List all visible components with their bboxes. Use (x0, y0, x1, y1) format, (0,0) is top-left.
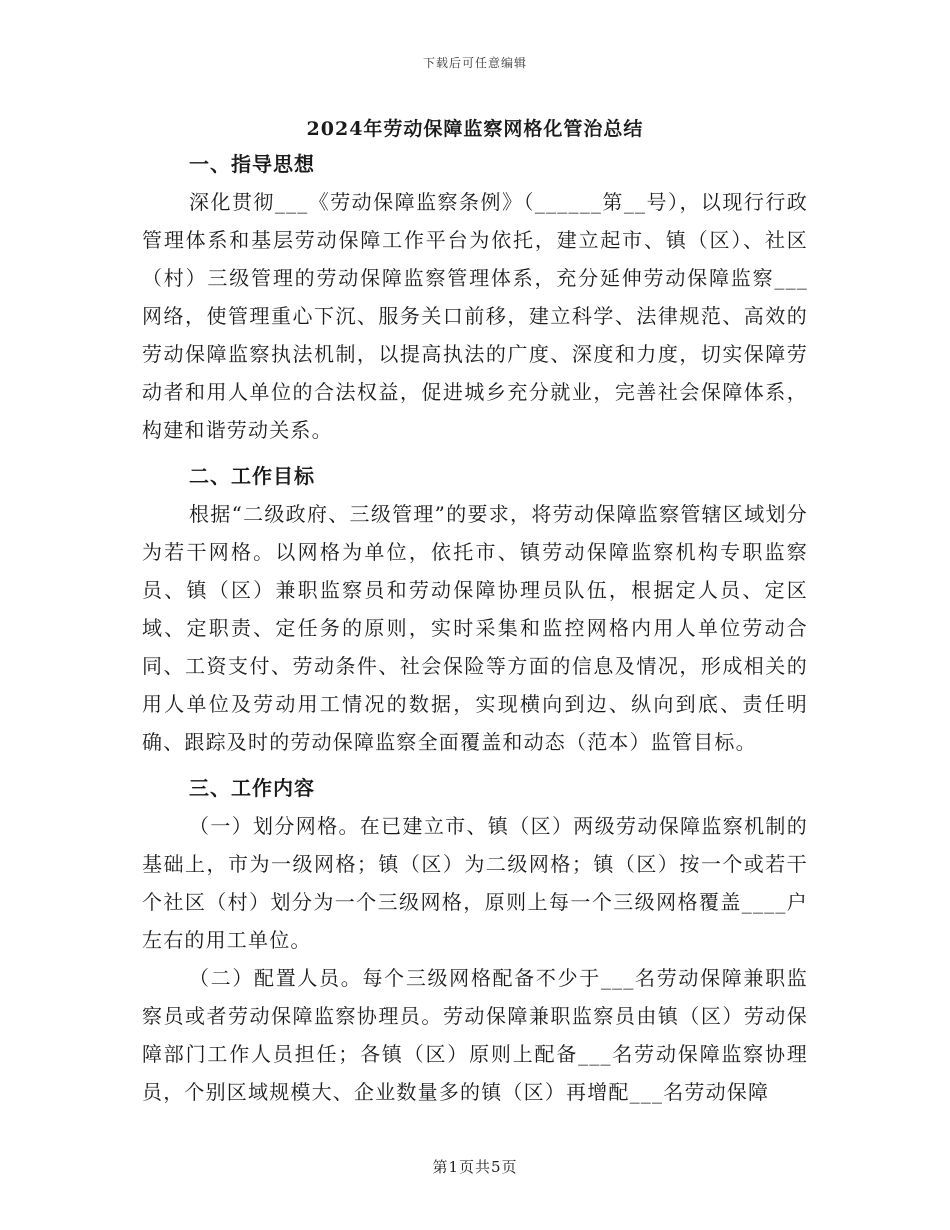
section-paragraph: （一）划分网格。在已建立市、镇（区）两级劳动保障监察机制的基础上，市为一级网格；镇（区）为二级网格；镇（区）按一个或若干个社区（村）划分为一个三级网格，原则上每一个三级网格覆盖____户左右的用工单位。 (142, 814, 808, 952)
section-heading-guiding-thought: 一、指导思想 (189, 152, 315, 176)
document-title: 2024年劳动保障监察网格化管治总结 (306, 118, 644, 140)
page-number: 第1页共5页 (432, 1158, 518, 1176)
section-paragraph: （二）配置人员。每个三级网格配备不少于___名劳动保障兼职监察员或者劳动保障监察协理员。劳动保障兼职监察员由镇（区）劳动保障部门工作人员担任；各镇（区）原则上配备___名劳动保障监察协理员，个别区域规模大、企业数量多的镇（区）再增配___名劳动保障 (142, 966, 808, 1104)
header-note: 下载后可任意编辑 (422, 56, 527, 70)
section-heading-work-goals: 二、工作目标 (189, 464, 315, 488)
section-paragraph: 深化贯彻___《劳动保障监察条例》（______第__号），以现行行政管理体系和基层劳动保障工作平台为依托，建立起市、镇（区）、社区（村）三级管理的劳动保障监察管理体系，充分延伸劳动保障监察___网络，使管理重心下沉、服务关口前移，建立科学、法律规范、高效的劳动保障监察执法机制，以提高执法的广度、深度和力度，切实保障劳动者和用人单位的合法权益，促进城乡充分就业，完善社会保障体系，构建和谐劳动关系。 (142, 190, 808, 442)
section-heading-work-content: 三、工作内容 (189, 776, 315, 800)
document-body (142, 145, 808, 1111)
section-paragraph: 根据“二级政府、三级管理”的要求，将劳动保障监察管辖区域划分为若干网格。以网格为单位，依托市、镇劳动保障监察机构专职监察员、镇（区）兼职监察员和劳动保障协理员队伍，根据定人员、定区域、定职责、定任务的原则，实时采集和监控网格内用人单位劳动合同、工资支付、劳动条件、社会保险等方面的信息及情况，形成相关的用人单位及劳动用工情况的数据，实现横向到边、纵向到底、责任明确、跟踪及时的劳动保障监察全面覆盖和动态（范本）监管目标。 (142, 502, 808, 754)
